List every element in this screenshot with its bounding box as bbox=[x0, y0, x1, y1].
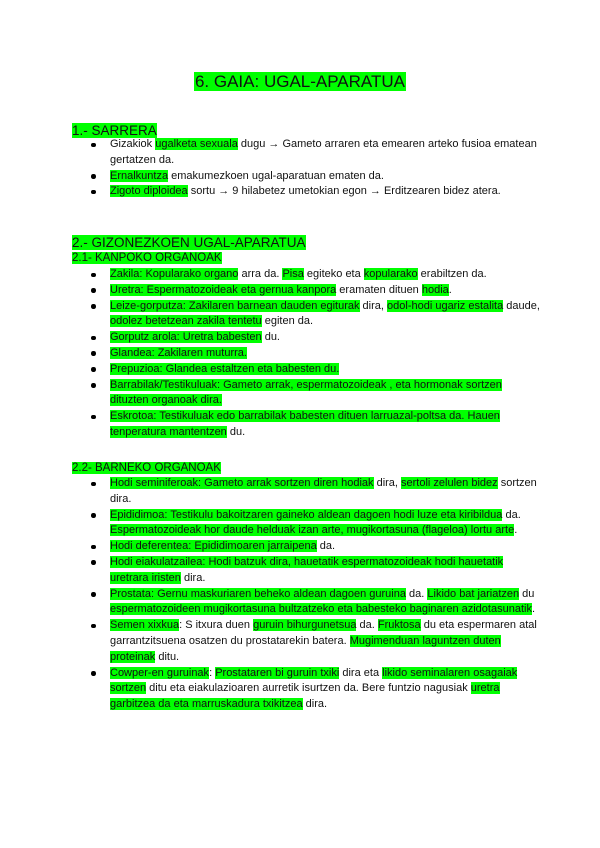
text: du. bbox=[226, 425, 246, 438]
text: . bbox=[531, 603, 536, 616]
text: da. bbox=[316, 540, 336, 553]
highlighted-text: Barrabilak/Testikuluak: Gameto arrak, espermatozoideak , eta hormonak sortzen dituzten organoak dira. bbox=[110, 378, 502, 407]
highlighted-text: Prepuzioa: Glandea estaltzen eta babesten du. bbox=[110, 362, 340, 375]
text: . bbox=[448, 283, 452, 296]
list-item bbox=[72, 587, 542, 619]
text: . bbox=[514, 524, 518, 537]
text: dugu → Gameto arraren eta emearen arteko fusioa ematean gertatzen da. bbox=[110, 138, 537, 166]
subheading-barneko: 2.2- BARNEKO ORGANOAK bbox=[72, 462, 221, 474]
text: da. bbox=[502, 508, 521, 521]
highlighted-text: Espermatozoideak hor daude helduak izan arte, mugikortasuna (flageloa) lortu arte bbox=[110, 524, 515, 537]
section-heading-sarrera: 1.- SARRERA bbox=[72, 123, 157, 138]
text: du eta espermaren atal garrantzitsuena osatzen du prostatarekin batera. bbox=[110, 619, 537, 647]
list-item bbox=[72, 409, 542, 441]
text: dira. bbox=[302, 698, 328, 711]
highlighted-text: Ernalkuntza bbox=[110, 169, 169, 182]
text: ditu eta eiakulazioaren aurretik isurtzen da. Bere funtzio nagusiak bbox=[146, 682, 471, 695]
list-item bbox=[72, 283, 542, 299]
highlighted-text: Prostata: Gernu maskuriaren beheko aldean dagoen guruina bbox=[110, 587, 406, 600]
section-heading-gizonezkoen: 2.- GIZONEZKOEN UGAL-APARATUA bbox=[72, 235, 306, 250]
highlighted-text: Hodi seminiferoak: Gameto arrak sortzen diren hodiak bbox=[110, 477, 374, 489]
text: : S itxura duen bbox=[179, 619, 254, 632]
highlighted-text: espermatozoideen mugikortasuna bultzatzeko eta babesteko baginaren azidotasunatik bbox=[110, 603, 532, 616]
highlighted-text: likido seminalaren osagaiak sortzen bbox=[110, 666, 518, 695]
sarrera-list bbox=[72, 137, 542, 200]
highlighted-text: Hodi eiakulatzailea: Hodi batzuk dira, hauetatik espermatozoideak hodi hauetatik uretrara iristen bbox=[110, 555, 504, 584]
list-item bbox=[72, 330, 542, 346]
text: sortzen dira. bbox=[110, 477, 537, 505]
highlighted-text: Uretra: Espermatozoideak eta gernua kanpora bbox=[110, 283, 337, 296]
highlighted-text: odol-hodi ugariz estalita bbox=[387, 299, 504, 312]
highlighted-text: ugalketa sexuala bbox=[155, 138, 238, 150]
highlighted-text: Gorputz arola: Uretra babesten bbox=[110, 331, 262, 344]
list-item bbox=[72, 666, 542, 713]
text: erabiltzen da. bbox=[417, 268, 487, 280]
highlighted-text: Epididimoa: Testikulu bakoitzaren gaineko aldean dagoen hodi luze eta kiribildua bbox=[110, 508, 503, 521]
highlighted-text: sertoli zelulen bidez bbox=[401, 477, 498, 489]
document-title: 6. GAIA: UGAL-APARATUA bbox=[194, 72, 406, 91]
text: du. bbox=[261, 331, 280, 344]
text: egiteko eta bbox=[303, 268, 364, 280]
text: sortu → 9 hilabetez umetokian egon → Erditzearen bidez atera. bbox=[187, 185, 501, 198]
list-item bbox=[72, 184, 542, 200]
highlighted-text: odolez betetzean zakila tentetu bbox=[110, 315, 262, 328]
highlighted-text: Zakila: Kopularako organo bbox=[110, 268, 239, 280]
list-item bbox=[72, 169, 542, 185]
highlighted-text: Fruktosa bbox=[377, 619, 421, 632]
text: da. bbox=[356, 619, 378, 632]
highlighted-text: Leize-gorputza: Zakilaren barnean dauden egiturak bbox=[110, 299, 360, 312]
list-item bbox=[72, 267, 542, 283]
list-item bbox=[72, 539, 542, 555]
text: dira eta bbox=[339, 666, 383, 679]
list-item bbox=[72, 299, 542, 331]
highlighted-text: Glandea: Zakilaren muturra. bbox=[110, 346, 247, 359]
highlighted-text: Mugimenduan laguntzen duten proteinak bbox=[110, 634, 501, 663]
subheading-kanpoko: 2.1- KANPOKO ORGANOAK bbox=[72, 252, 222, 264]
highlighted-text: uretra garbitzea da eta marruskadura txikitzea bbox=[110, 682, 500, 711]
text: dira, bbox=[359, 299, 388, 312]
list-item bbox=[72, 378, 542, 410]
barneko-list bbox=[72, 476, 542, 713]
text: da. bbox=[405, 587, 428, 600]
text: egiten da. bbox=[261, 315, 314, 328]
text: dira, bbox=[373, 477, 402, 489]
text: daude, bbox=[503, 299, 540, 312]
text: Gizakiok bbox=[110, 138, 156, 150]
text: emakumezkoen ugal-aparatuan ematen da. bbox=[168, 169, 384, 182]
highlighted-text: Pisa bbox=[282, 268, 304, 280]
highlighted-text: Cowper-en guruinak bbox=[110, 666, 210, 679]
kanpoko-list bbox=[72, 267, 542, 441]
list-item bbox=[72, 476, 542, 508]
highlighted-text: Eskrotoa: Testikuluak edo barrabilak babesten dituen larruazal-poltsa da. Hauen tenperatura mantentzen bbox=[110, 410, 500, 438]
highlighted-text: Semen xixkua bbox=[110, 619, 180, 632]
text: eramaten dituen bbox=[336, 283, 422, 296]
text: dira. bbox=[180, 571, 206, 584]
list-item bbox=[72, 555, 542, 587]
highlighted-text: Zigoto diploidea bbox=[110, 185, 188, 198]
text: arra da. bbox=[238, 268, 283, 280]
highlighted-text: guruin bihurgunetsua bbox=[253, 619, 357, 632]
highlighted-text: Prostataren bi guruin txiki bbox=[215, 666, 340, 679]
highlighted-text: hodia bbox=[421, 283, 449, 296]
list-item bbox=[72, 346, 542, 362]
text: du bbox=[519, 587, 535, 600]
highlighted-text: Hodi deferentea: Epididimoaren jarraipena bbox=[110, 540, 317, 553]
text: : bbox=[209, 666, 216, 679]
list-item bbox=[72, 362, 542, 378]
highlighted-text: Likido bat jariatzen bbox=[427, 587, 520, 600]
highlighted-text: kopularako bbox=[363, 268, 418, 280]
text: ditu. bbox=[155, 650, 180, 663]
list-item bbox=[72, 508, 542, 540]
list-item bbox=[72, 618, 542, 665]
list-item bbox=[72, 137, 542, 169]
